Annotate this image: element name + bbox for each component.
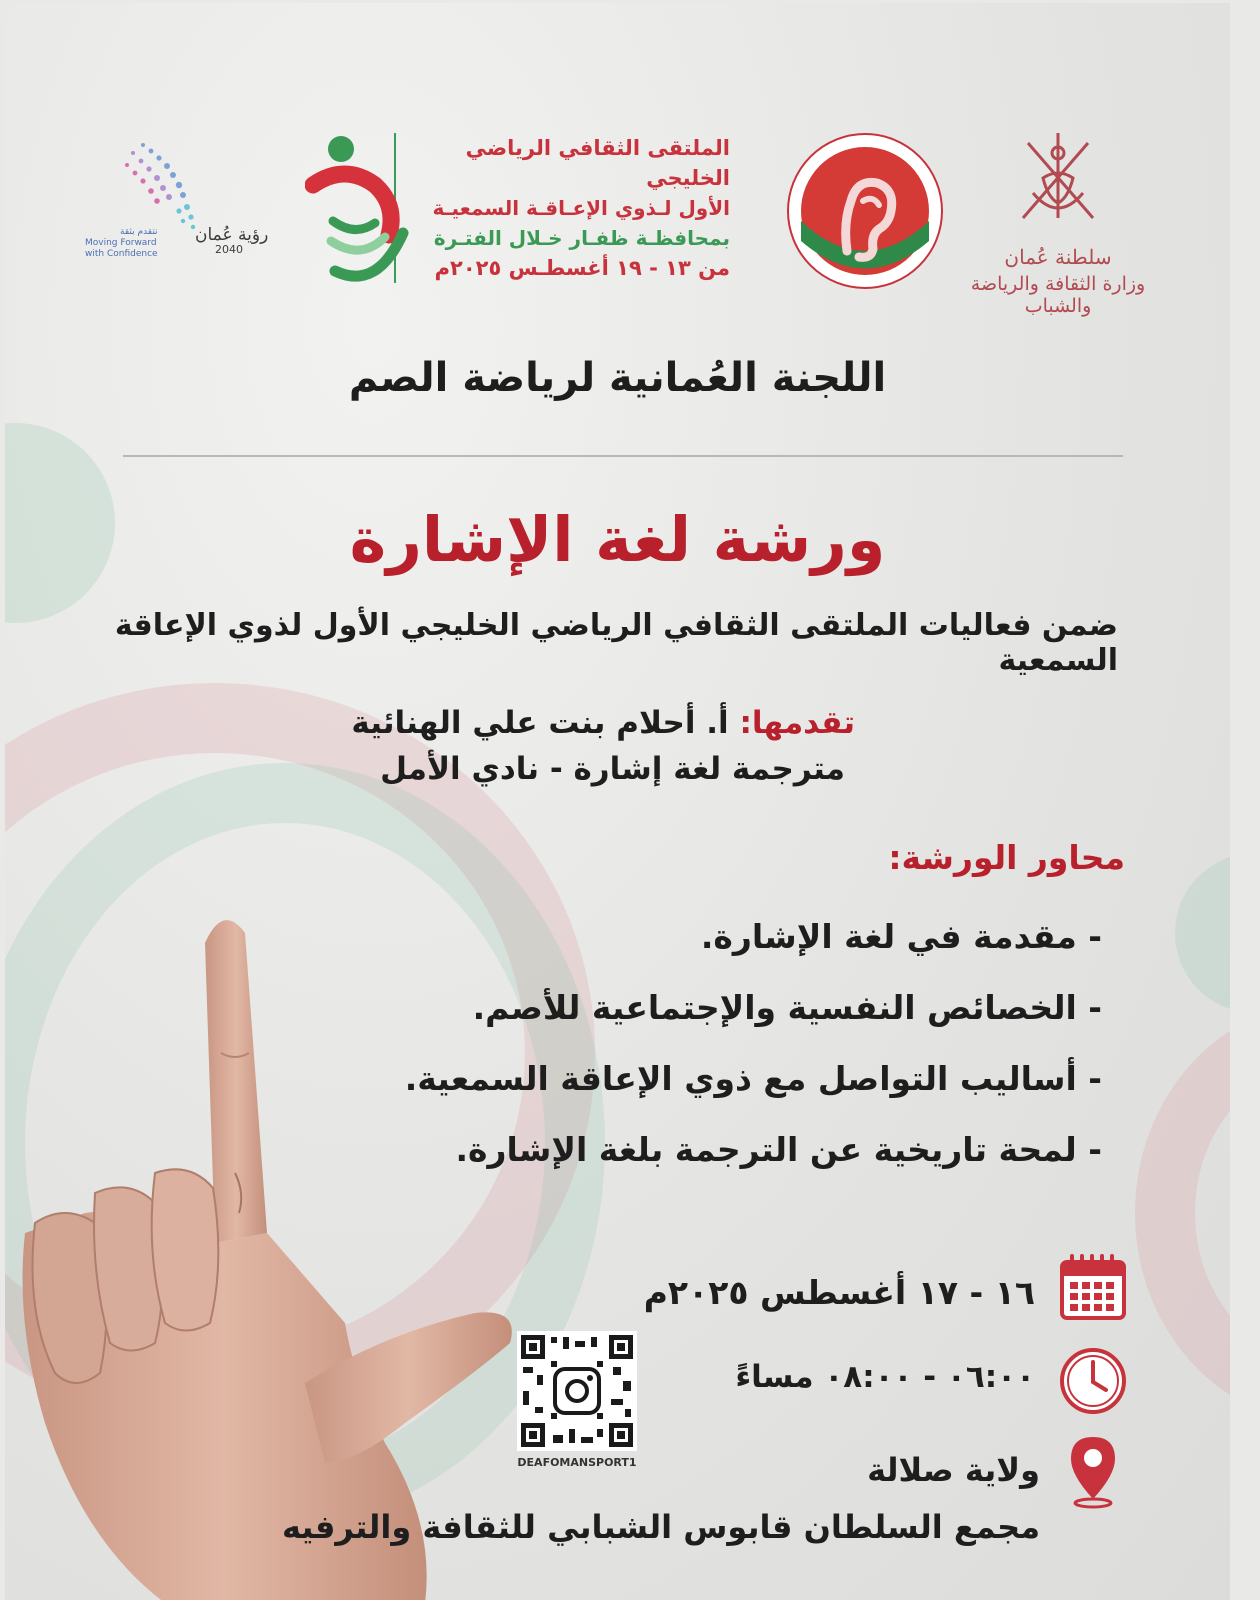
workshop-title: ورشة لغة الإشارة bbox=[349, 503, 886, 576]
vision-slogan-en-2: with Confidence bbox=[85, 249, 158, 259]
qr-label: DEAFOMANSPORT1 bbox=[517, 1456, 637, 1469]
event-info bbox=[394, 133, 730, 283]
location-city: ولاية صلالة bbox=[867, 1451, 1040, 1489]
location-venue: مجمع السلطان قابوس الشبابي للثقافة والترفيه bbox=[281, 1508, 1040, 1546]
vision-slogan-en-1: Moving Forward bbox=[85, 238, 157, 248]
calendar-icon bbox=[1058, 1252, 1128, 1322]
event-line-2: الأول لـذوي الإعـاقـة السمعيـة bbox=[432, 196, 730, 220]
ministry-name: وزارة الثقافة والرياضة والشباب bbox=[970, 273, 1146, 317]
event-line-3: بمحافظـة ظفـار خـلال الفتـرة bbox=[433, 226, 730, 250]
vision-slogan bbox=[85, 227, 158, 260]
workshop-subtitle: ضمن فعاليات الملتقى الثقافي الرياضي الخليجي الأول لذوي الإعاقة السمعية bbox=[114, 608, 1118, 678]
poster bbox=[5, 3, 1230, 1600]
presenter bbox=[255, 700, 855, 746]
presenter-role: مترجمة لغة إشارة - نادي الأمل bbox=[380, 751, 845, 787]
location-pin-icon bbox=[1065, 1433, 1121, 1509]
event-logo bbox=[305, 133, 415, 293]
event-line-1: الملتقى الثقافي الرياضي الخليجي bbox=[465, 136, 730, 190]
event-time: ٠٦:٠٠ - ٠٨:٠٠ مساءً bbox=[735, 1359, 1035, 1395]
deaf-committee-logo bbox=[785, 131, 945, 291]
ministry-logo bbox=[958, 123, 1158, 317]
vision-year: 2040 bbox=[215, 243, 243, 256]
vision-slogan-ar: نتقدم بثقة bbox=[120, 227, 158, 237]
list-item: - أساليب التواصل مع ذوي الإعاقة السمعية. bbox=[404, 1059, 1102, 1098]
list-item: - لمحة تاريخية عن الترجمة بلغة الإشارة. bbox=[455, 1130, 1102, 1169]
organization-title: اللجنة العُمانية لرياضة الصم bbox=[348, 355, 887, 401]
ministry-country: سلطنة عُمان bbox=[1004, 245, 1112, 269]
divider bbox=[123, 455, 1123, 457]
oman-emblem-icon bbox=[1003, 123, 1113, 233]
vision-title: رؤية عُمان bbox=[195, 225, 269, 245]
decorative-ring bbox=[1135, 1003, 1230, 1423]
qr-code[interactable] bbox=[517, 1331, 637, 1451]
hand-sign-image bbox=[5, 903, 525, 1600]
list-item: - مقدمة في لغة الإشارة. bbox=[700, 917, 1102, 956]
event-date: ١٦ - ١٧ أغسطس ٢٠٢٥م bbox=[643, 1273, 1035, 1312]
workshop-axes-title: محاور الورشة: bbox=[888, 838, 1125, 877]
list-item: - الخصائص النفسية والإجتماعية للأصم. bbox=[472, 988, 1102, 1027]
presenter-name: أ. أحلام بنت علي الهنائية bbox=[351, 705, 740, 741]
event-line-4: من ١٣ - ١٩ أغسطـس ٢٠٢٥م bbox=[434, 256, 730, 280]
clock-icon bbox=[1058, 1346, 1128, 1416]
decorative-circle bbox=[1175, 853, 1230, 1013]
presenter-label: تقدمها: bbox=[739, 705, 855, 741]
